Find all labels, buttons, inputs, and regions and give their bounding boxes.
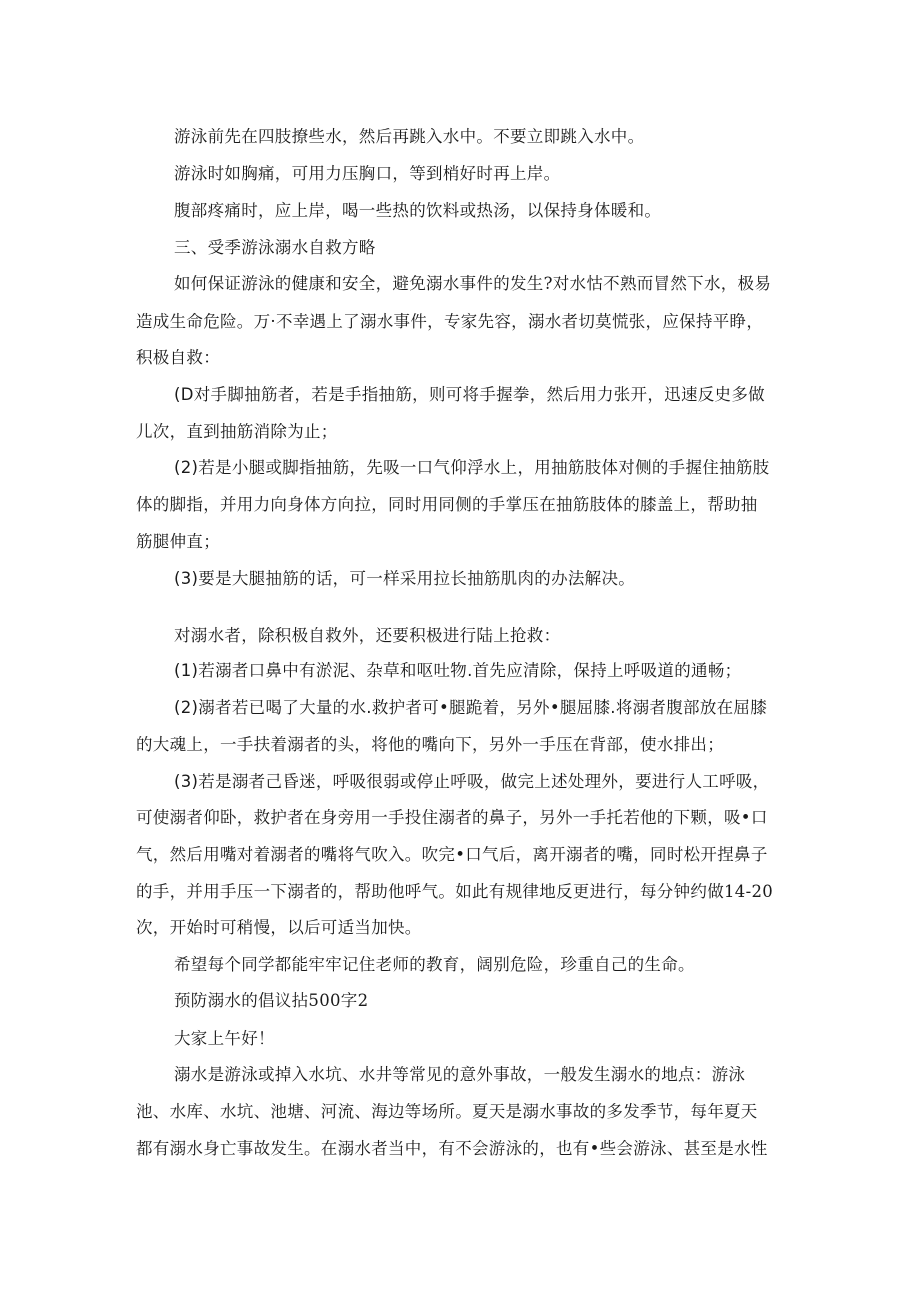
section-heading: 三、受季游泳溺水自救方略 [174,238,376,257]
text-line: (2)溺者若已喝了大量的水.救护者可•腿跪着，另外•腿屈膝.将溺者腹部放在屈膝 [174,698,768,717]
text-line: 腹部疼痛时，应上岸，喝一些热的饮料或热汤，以保持身体暖和。 [174,201,662,220]
text-line: 体的脚指，并用力向身体方向拉，同时用同侧的手掌压在抽筋肢体的膝盖上，帮助抽 [136,495,758,514]
text-line: 可使溺者仰卧，救护者在身旁用一手投住溺者的鼻子，另外一手托若他的下颗，吸•口 [136,808,768,827]
text-line: (D对手脚抽筋者，若是手指抽筋，则可将手握拳，然后用力张开，迅速反史多做 [174,385,765,404]
text-line: 的大魂上，一手扶着溺者的头，将他的嘴向下，另外一手压在背部，使水排出； [136,735,724,754]
text-line: 儿次，直到抽筋消除为止； [136,422,338,441]
article-title: 预防溺水的倡议拈500字2 [174,991,369,1010]
text-line: 筋腿伸直； [136,532,220,551]
text-line: 游泳前先在四肢撩些水，然后再跳入水中。不要立即跳入水中。 [174,127,645,146]
text-line: 次，开始时可稍慢，以后可适当加快。 [136,918,422,937]
text-line: 的手，并用手压一下溺者的，帮助他呼气。如此有规律地反更进行，每分钟约做14-20 [136,882,774,901]
text-line: 池、水库、水坑、池塘、河流、海边等场所。夏天是溺水事故的多发季节，每年夏天 [136,1102,758,1121]
text-line: (3)若是溺者己昏迷，呼吸很弱或停止呼吸，做完上述处理外，要进行人工呼吸， [174,772,770,791]
text-line: 希望每个同学都能牢牢记住老师的教育，阔别危险，珍重自己的生命。 [174,955,695,974]
greeting: 大家上午好！ [174,1029,275,1048]
text-line: 如何保证游泳的健康和安全，避免溺水事件的发生?对水怙不熟而冒然下水，极易 [174,274,772,293]
text-line: (2)若是小腿或脚指抽筋，先吸一口气仰浮水上，用抽筋肢体对侧的手握住抽筋肢 [174,458,770,477]
text-line: 都有溺水身亡事故发生。在溺水者当中，有不会游泳的，也有•些会游泳、甚至是水性 [136,1139,768,1158]
text-line: 溺水是游泳或掉入水坑、水井等常见的意外事故，一般发生溺水的地点：游泳 [174,1065,746,1084]
text-line: 气，然后用嘴对着溺者的嘴将气吹入。吹完•口气后，离开溺者的嘴，同时松开捏鼻子 [136,845,768,864]
text-line: 游泳时如胸痛，可用力压胸口，等到梢好时再上岸。 [174,164,561,183]
text-line: 积极自救： [136,348,220,367]
text-line: 造成生命危险。万·不幸遇上了溺水事件，专家先容，溺水者切莫慌张，应保持平睁， [136,312,764,331]
text-line: (1)若溺者口鼻中有淤泥、杂草和呕吐物.首先应清除，保持上呼吸道的通畅； [174,661,742,680]
text-line: (3)要是大腿抽筋的话，可一样采用拉长抽筋肌肉的办法解决。 [174,569,636,588]
text-line: 对溺水者，除积极自救外，还要积极进行陆上抢救： [174,626,561,645]
